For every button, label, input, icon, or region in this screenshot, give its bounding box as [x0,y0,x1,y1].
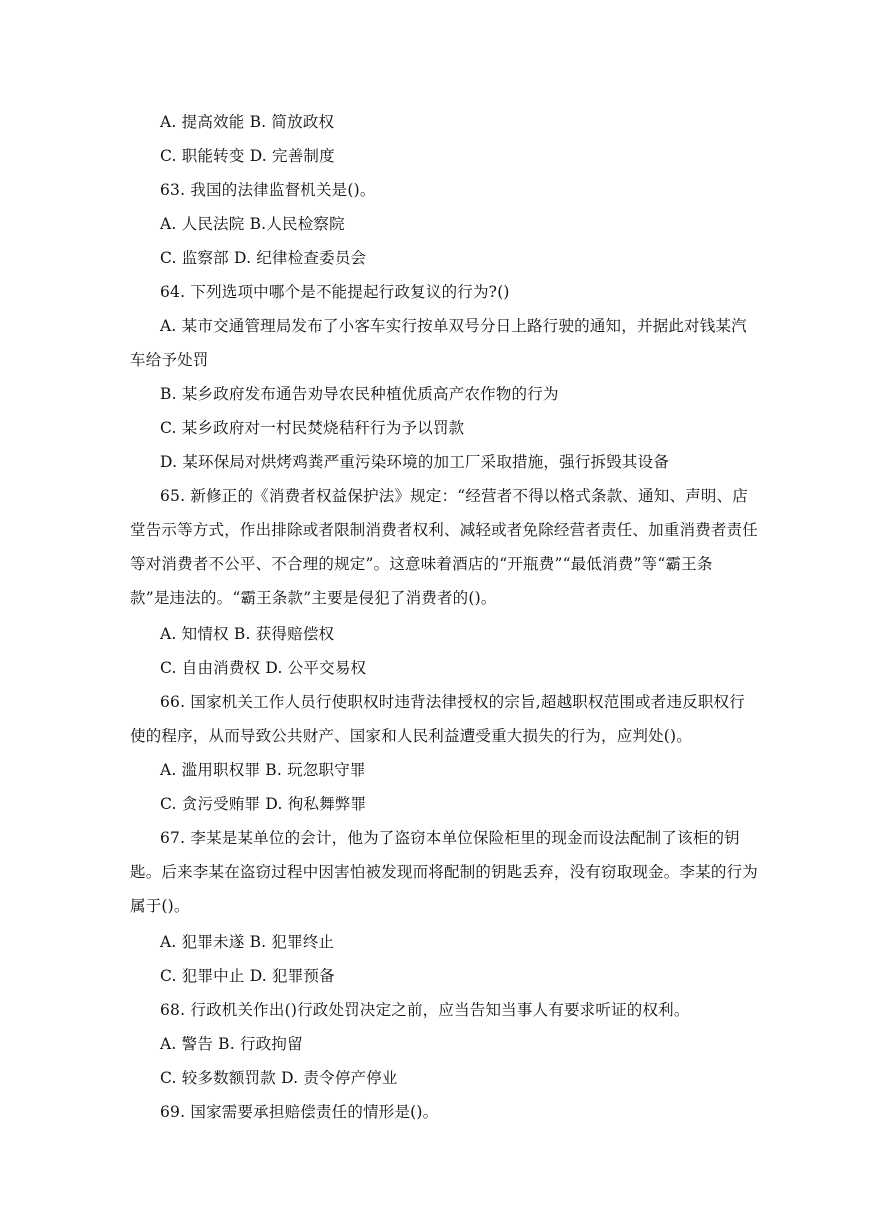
option-line: A. 提高效能 B. 简放政权 [160,113,335,131]
option-line: A. 滥用职权罪 B. 玩忽职守罪 [160,761,366,779]
question-64: 64. 下列选项中哪个是不能提起行政复议的行为?() [160,283,510,301]
option-line: A. 犯罪未遂 B. 犯罪终止 [160,933,335,951]
question-66-continued: 使的程序，从而导致公共财产、国家和人民利益遭受重大损失的行为，应判处()。 [130,727,692,745]
option-line: C. 自由消费权 D. 公平交易权 [160,659,367,677]
question-69: 69. 国家需要承担赔偿责任的情形是()。 [160,1103,439,1121]
question-67: 67. 李某是某单位的会计，他为了盗窃本单位保险柜里的现金而设法配制了该柜的钥 [160,829,740,847]
question-63: 63. 我国的法律监督机关是()。 [160,181,376,199]
option-line: C. 犯罪中止 D. 犯罪预备 [160,967,335,985]
question-67-continued: 属于()。 [130,897,190,915]
question-66: 66. 国家机关工作人员行使职权时违背法律授权的宗旨,超越职权范围或者违反职权行 [160,693,746,711]
option-line: C. 监察部 D. 纪律检查委员会 [160,249,367,267]
question-68: 68. 行政机关作出()行政处罚决定之前，应当告知当事人有要求听证的权利。 [160,1001,690,1019]
option-line: C. 某乡政府对一村民焚烧秸秆行为予以罚款 [160,419,465,437]
option-line: D. 某环保局对烘烤鸡粪严重污染环境的加工厂采取措施，强行拆毁其设备 [160,453,670,471]
option-line-continued: 车给予处罚 [130,351,209,369]
question-65-continued: 等对消费者不公平、不合理的规定”。这意味着酒店的“开瓶费”“最低消费”等“霸王条 [130,555,713,573]
option-line: B. 某乡政府发布通告劝导农民种植优质高产农作物的行为 [160,385,559,403]
option-line: A. 某市交通管理局发布了小客车实行按单双号分日上路行驶的通知，并据此对钱某汽 [160,317,747,335]
option-line: C. 贪污受贿罪 D. 徇私舞弊罪 [160,795,367,813]
question-65: 65. 新修正的《消费者权益保护法》规定：“经营者不得以格式条款、通知、声明、店 [160,487,749,505]
option-line: A. 人民法院 B.人民检察院 [160,215,345,233]
option-line: C. 职能转变 D. 完善制度 [160,147,335,165]
question-65-continued: 款”是违法的。“霸王条款”主要是侵犯了消费者的()。 [130,589,497,607]
option-line: A. 警告 B. 行政拘留 [160,1035,303,1053]
option-line: A. 知情权 B. 获得赔偿权 [160,625,335,643]
question-67-continued: 匙。后来李某在盗窃过程中因害怕被发现而将配制的钥匙丢弃，没有窃取现金。李某的行为 [130,863,759,881]
question-65-continued: 堂告示等方式，作出排除或者限制消费者权利、减轻或者免除经营者责任、加重消费者责任 [130,521,759,539]
option-line: C. 较多数额罚款 D. 责令停产停业 [160,1069,398,1087]
